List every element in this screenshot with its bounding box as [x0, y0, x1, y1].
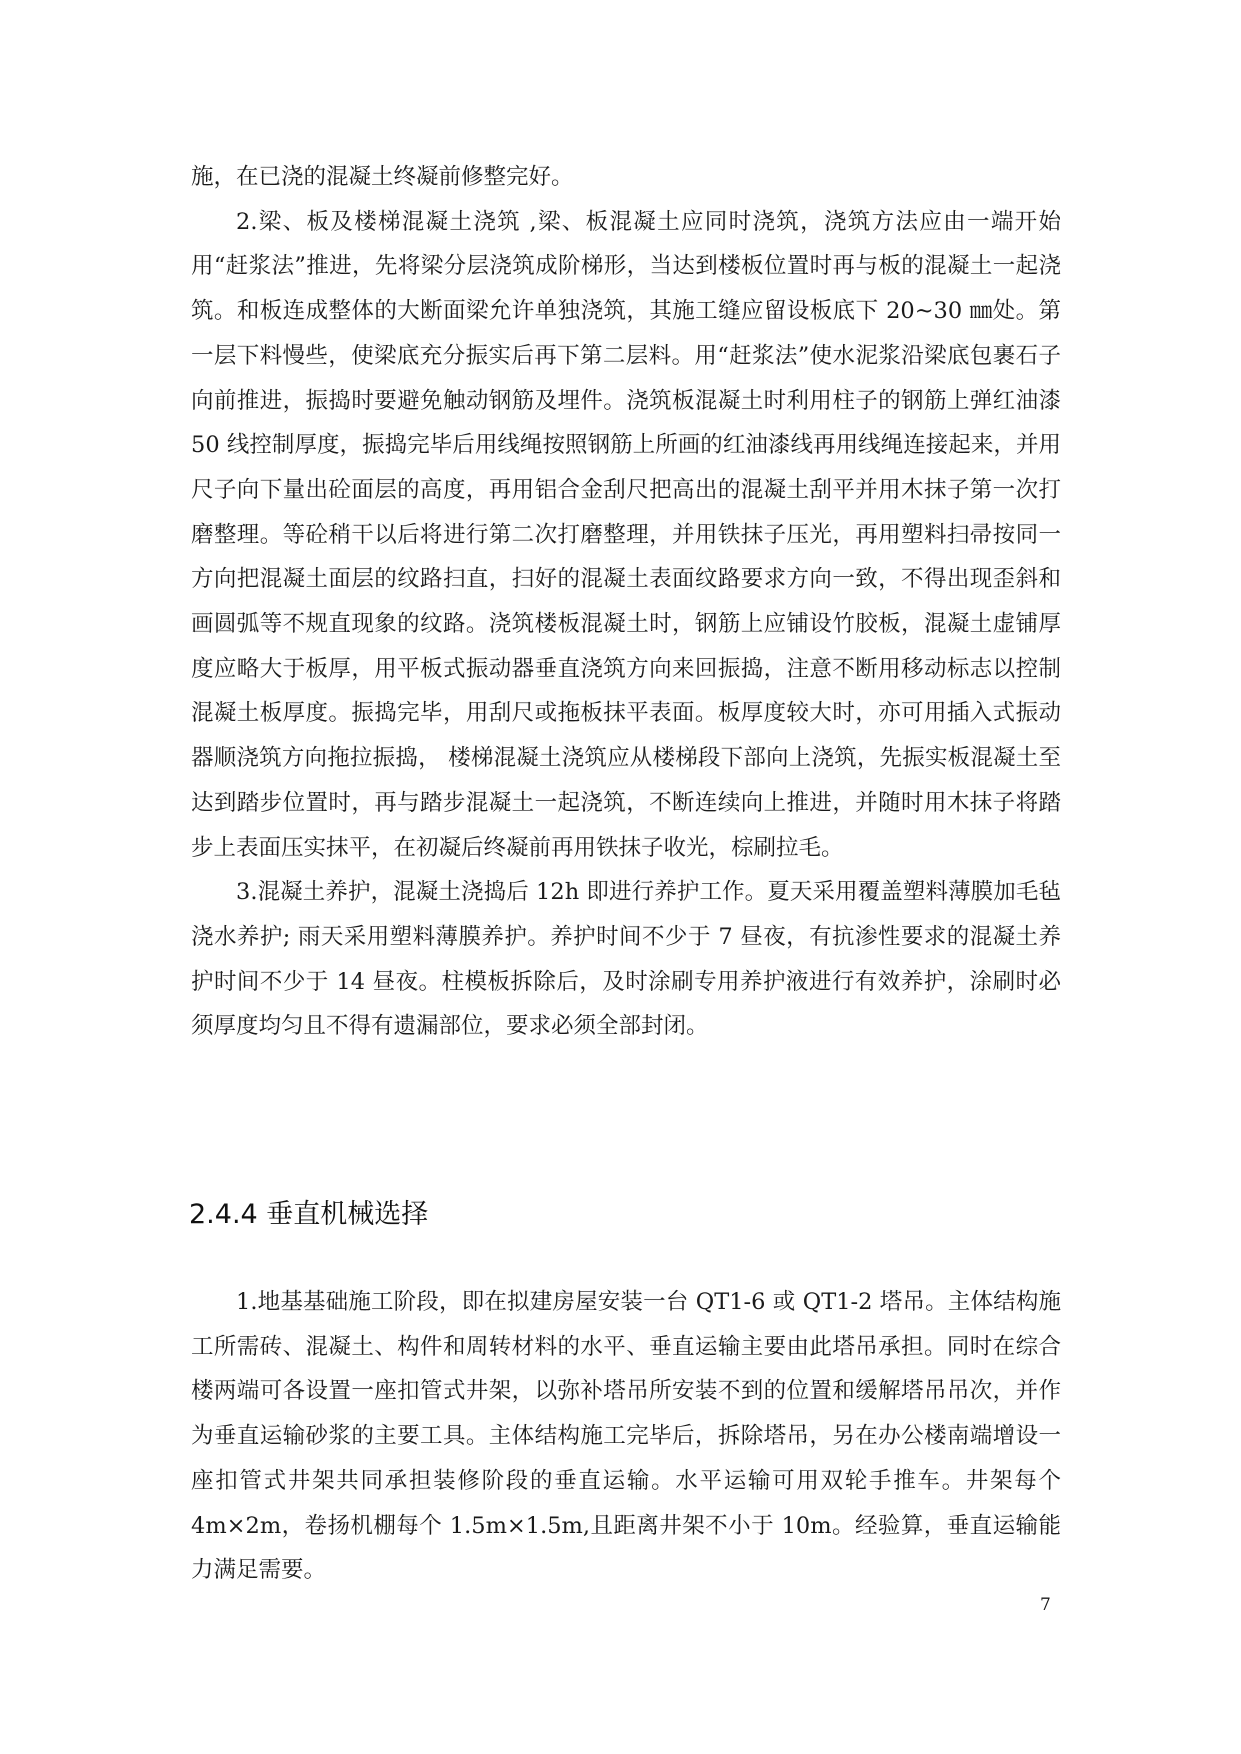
paragraph-pouring: 2.梁、板及楼梯混凝土浇筑 ,梁、板混凝土应同时浇筑，浇筑方法应由一端开始用“赶浆法”推进，先将梁分层浇筑成阶梯形，当达到楼板位置时再与板的混凝土一起浇筑。和板连成整体的大断面梁允许单独浇筑，其施工缝应留设板底下 20~30 ㎜处。第一层下料慢些，使梁底充分振实后再下第二层料。用“赶浆法”使水泥浆沿梁底包裹石子向前推进，振捣时要避免触动钢筋及埋件。浇筑板混凝土时利用柱子的钢筋上弹红油漆 50 线控制厚度，振捣完毕后用线绳按照钢筋上所画的红油漆线再用线绳连接起来，并用尺子向下量出砼面层的高度，再用铝合金刮尺把高出的混凝土刮平并用木抹子第一次打磨整理。等砼稍干以后将进行第二次打磨整理，并用铁抹子压光，再用塑料扫帚按同一方向把混凝土面层的纹路扫直，扫好的混凝土表面纹路要求方向一致，不得出现歪斜和画圆弧等不规直现象的纹路。浇筑楼板混凝土时，钢筋上应铺设竹胶板，混凝土虚铺厚度应略大于板厚，用平板式振动器垂直浇筑方向来回振捣，注意不断用移动标志以控制混凝土板厚度。振捣完毕，用刮尺或拖板抹平表面。板厚度较大时，亦可用插入式振动器顺浇筑方向拖拉振捣， 楼梯混凝土浇筑应从楼梯段下部向上浇筑，先振实板混凝土至达到踏步位置时，再与踏步混凝土一起浇筑，不断连续向上推进，并随时用木抹子将踏步上表面压实抹平，在初凝后终凝前再用铁抹子收光，棕刷拉毛。: [191, 208, 1061, 861]
page-number: 7: [1040, 1595, 1051, 1615]
paragraph-vertical-machinery: 1.地基基础施工阶段，即在拟建房屋安装一台 QT1-6 或 QT1-2 塔吊。主体结构施工所需砖、混凝土、构件和周转材料的水平、垂直运输主要由此塔吊承担。同时在综合楼两端可各设置一座扣管式井架，以弥补塔吊所安装不到的位置和缓解塔吊吊次，并作为垂直运输砂浆的主要工具。主体结构施工完毕后，拆除塔吊，另在办公楼南端增设一座扣管式井架共同承担装修阶段的垂直运输。水平运输可用双轮手推车。井架每个 4m×2m，卷扬机棚每个 1.5m×1.5m,且距离井架不小于 10m。经验算，垂直运输能力满足需要。: [191, 1289, 1061, 1584]
section-heading: 2.4.4 垂直机械选择: [189, 1199, 429, 1230]
body-section-top: [191, 155, 1061, 1049]
paragraph-curing: 3.混凝土养护，混凝土浇捣后 12h 即进行养护工作。夏天采用覆盖塑料薄膜加毛毡浇水养护; 雨天采用塑料薄膜养护。养护时间不少于 7 昼夜，有抗渗性要求的混凝土养护时间不少于 14 昼夜。柱模板拆除后，及时涂刷专用养护液进行有效养护，涂刷时必须厚度均匀且不得有遗漏部位，要求必须全部封闭。: [191, 879, 1061, 1040]
paragraph-continuation: 施，在已浇的混凝土终凝前修整完好。: [191, 164, 574, 190]
body-section-bottom: [191, 1280, 1061, 1593]
